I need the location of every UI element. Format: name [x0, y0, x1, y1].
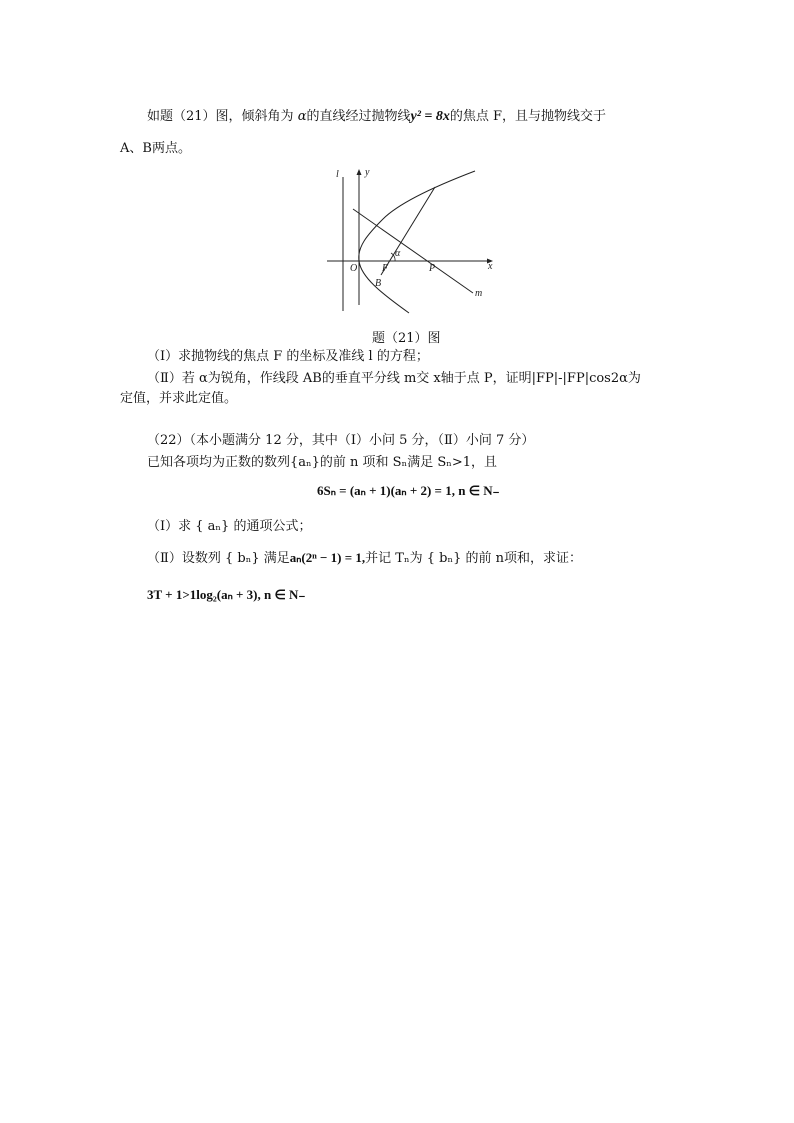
label-x: x	[488, 261, 493, 272]
bisector-line-m	[353, 209, 473, 293]
q21-parabola-figure	[323, 165, 503, 315]
label-B: B	[375, 278, 382, 289]
q22-intro: 已知各项均为正数的数列{aₙ}的前 n 项和 Sₙ满足 Sₙ>1，且	[147, 455, 498, 470]
q22-formula1: 6Sₙ = (aₙ + 1)(aₙ + 2) = 1, n ∈ N₋	[317, 483, 500, 498]
q22-header: （22）（本小题满分 12 分，其中（Ⅰ）小问 5 分，（Ⅱ）小问 7 分）	[147, 433, 535, 448]
q21-figure-caption: 题（21）图	[372, 331, 441, 346]
q22-part2-text-a: （Ⅱ）设数列 { bₙ} 满足	[147, 551, 290, 566]
q21-part2-line1: （Ⅱ）若 α为锐角，作线段 AB的垂直平分线 m交 x轴于点 P，证明|FP|-|FP|cos2α为	[147, 371, 641, 386]
y-axis-arrow	[357, 169, 362, 175]
q21-part2-line2: 定值，并求此定值。	[120, 391, 238, 406]
q21-intro-line2: A、B两点。	[120, 141, 191, 156]
chord-line	[381, 187, 435, 275]
label-l: l	[336, 169, 339, 180]
q21-part1: （Ⅰ）求抛物线的焦点 F 的坐标及准线 l 的方程；	[147, 349, 429, 364]
label-O: O	[350, 263, 358, 274]
label-P: P	[429, 263, 436, 274]
label-y: y	[365, 167, 370, 178]
label-F: F	[382, 263, 389, 274]
q22-part2	[147, 550, 582, 567]
label-alpha: α	[395, 248, 401, 259]
q21-parabola-equation: y² = 8x	[410, 109, 450, 124]
q22-part2-formula: aₙ(2ⁿ − 1) = 1,	[289, 550, 366, 565]
q22-formula2: 3T + 1>1log₂(aₙ + 3), n ∈ N₋	[147, 587, 306, 602]
q22-part2-text-b: 并记 Tₙ为 { bₙ} 的前 n项和，求证：	[365, 551, 582, 566]
q21-intro-text-b: 的直线经过抛物线	[306, 109, 411, 124]
q22-part1: （Ⅰ）求 { aₙ} 的通项公式；	[147, 519, 312, 534]
q21-intro-text-c: 的焦点 F，且与抛物线交于	[449, 109, 607, 124]
q21-intro-line1	[147, 109, 606, 125]
q21-intro-text-a: 如题（21）图，倾斜角为	[147, 109, 298, 124]
parabola-curve	[359, 171, 475, 313]
q21-intro-alpha: α	[297, 109, 307, 124]
label-m: m	[475, 288, 483, 299]
